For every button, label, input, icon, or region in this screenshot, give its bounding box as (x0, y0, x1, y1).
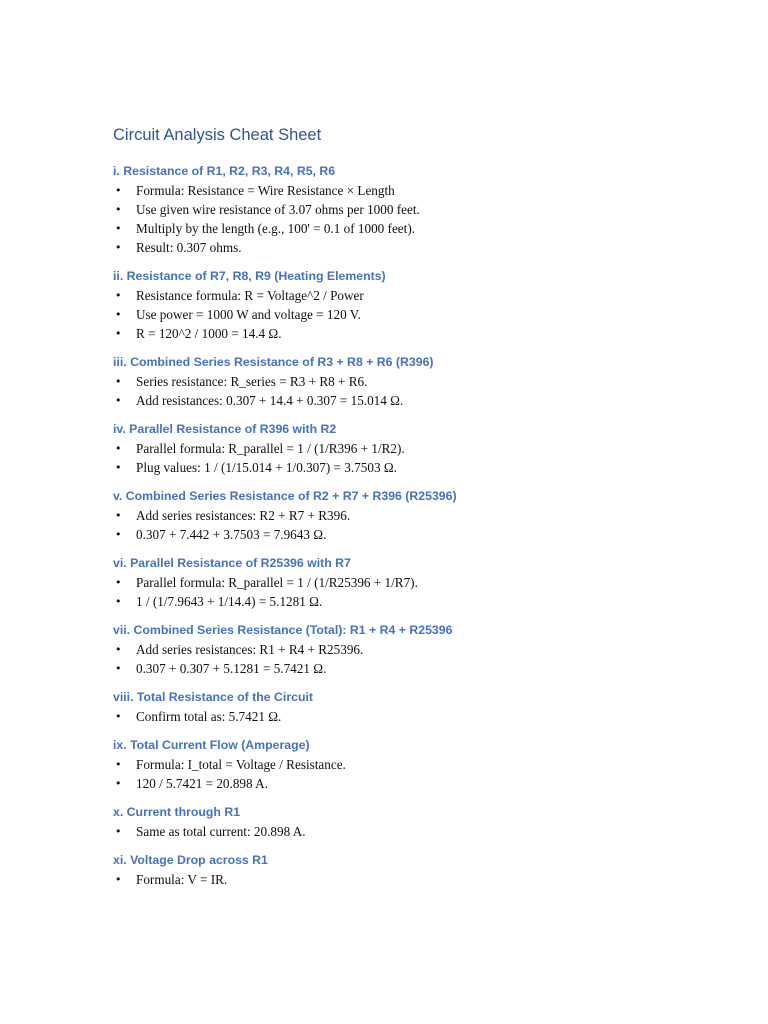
section (113, 851, 713, 889)
section-heading: viii. Total Resistance of the Circuit (113, 690, 313, 704)
list-item-text: Formula: V = IR. (136, 872, 228, 887)
list-item (113, 391, 713, 410)
list-item (113, 822, 713, 841)
section-heading: x. Current through R1 (113, 805, 241, 819)
section-heading: vii. Combined Series Resistance (Total): R1 + R4 + R25396 (113, 623, 453, 637)
section-heading: ix. Total Current Flow (Amperage) (113, 738, 310, 752)
list-item (113, 219, 713, 238)
list-item-text: Add resistances: 0.307 + 14.4 + 0.307 = 15.014 Ω. (136, 393, 404, 408)
list-item-text: Parallel formula: R_parallel = 1 / (1/R25396 + 1/R7). (136, 575, 418, 590)
list-item (113, 755, 713, 774)
bullet-list (113, 640, 713, 678)
section (113, 267, 713, 343)
bullet-icon: • (115, 241, 122, 254)
bullet-list (113, 181, 713, 257)
bullet-icon: • (115, 509, 122, 522)
list-item-text: Use power = 1000 W and voltage = 120 V. (136, 307, 361, 322)
section (113, 554, 713, 611)
document-page (113, 124, 713, 899)
list-item (113, 506, 713, 525)
list-item (113, 640, 713, 659)
list-item (113, 324, 713, 343)
section (113, 688, 713, 726)
bullet-icon: • (115, 308, 122, 321)
list-item-text: Add series resistances: R2 + R7 + R396. (136, 508, 351, 523)
list-item (113, 707, 713, 726)
list-item (113, 286, 713, 305)
bullet-icon: • (115, 184, 122, 197)
list-item-text: Multiply by the length (e.g., 100' = 0.1 of 1000 feet). (136, 221, 416, 236)
section (113, 621, 713, 678)
list-item-text: Plug values: 1 / (1/15.014 + 1/0.307) = 3.7503 Ω. (136, 460, 397, 475)
section (113, 420, 713, 477)
list-item-text: Series resistance: R_series = R3 + R8 + R6. (136, 374, 368, 389)
bullet-icon: • (115, 289, 122, 302)
page-title: Circuit Analysis Cheat Sheet (113, 126, 322, 144)
bullet-icon: • (115, 758, 122, 771)
bullet-icon: • (115, 873, 122, 886)
list-item-text: 1 / (1/7.9643 + 1/14.4) = 5.1281 Ω. (136, 594, 323, 609)
section-heading: iv. Parallel Resistance of R396 with R2 (113, 422, 337, 436)
bullet-list (113, 707, 713, 726)
list-item-text: Result: 0.307 ohms. (136, 240, 242, 255)
bullet-list (113, 372, 713, 410)
bullet-icon: • (115, 203, 122, 216)
bullet-list (113, 755, 713, 793)
list-item-text: Confirm total as: 5.7421 Ω. (136, 709, 282, 724)
list-item (113, 525, 713, 544)
bullet-icon: • (115, 777, 122, 790)
list-item-text: R = 120^2 / 1000 = 14.4 Ω. (136, 326, 282, 341)
bullet-list (113, 506, 713, 544)
section (113, 162, 713, 257)
bullet-icon: • (115, 375, 122, 388)
sections-container (113, 162, 713, 889)
section (113, 736, 713, 793)
list-item (113, 439, 713, 458)
list-item (113, 238, 713, 257)
list-item (113, 181, 713, 200)
list-item-text: Resistance formula: R = Voltage^2 / Power (136, 288, 364, 303)
list-item-text: 0.307 + 7.442 + 3.7503 = 7.9643 Ω. (136, 527, 327, 542)
bullet-icon: • (115, 528, 122, 541)
section-heading: vi. Parallel Resistance of R25396 with R7 (113, 556, 351, 570)
list-item-text: 120 / 5.7421 = 20.898 A. (136, 776, 268, 791)
bullet-icon: • (115, 461, 122, 474)
list-item (113, 200, 713, 219)
bullet-icon: • (115, 394, 122, 407)
bullet-icon: • (115, 643, 122, 656)
bullet-icon: • (115, 222, 122, 235)
list-item (113, 458, 713, 477)
list-item-text: Parallel formula: R_parallel = 1 / (1/R396 + 1/R2). (136, 441, 405, 456)
section-heading: xi. Voltage Drop across R1 (113, 853, 268, 867)
bullet-list (113, 286, 713, 343)
list-item (113, 774, 713, 793)
bullet-list (113, 870, 713, 889)
bullet-icon: • (115, 327, 122, 340)
bullet-icon: • (115, 576, 122, 589)
bullet-icon: • (115, 710, 122, 723)
list-item (113, 659, 713, 678)
list-item-text: Formula: I_total = Voltage / Resistance. (136, 757, 346, 772)
bullet-list (113, 573, 713, 611)
bullet-icon: • (115, 442, 122, 455)
section-heading: ii. Resistance of R7, R8, R9 (Heating Elements) (113, 269, 386, 283)
bullet-icon: • (115, 825, 122, 838)
section (113, 487, 713, 544)
section (113, 803, 713, 841)
section (113, 353, 713, 410)
bullet-icon: • (115, 595, 122, 608)
section-heading: v. Combined Series Resistance of R2 + R7 + R396 (R25396) (113, 489, 457, 503)
list-item (113, 870, 713, 889)
list-item (113, 372, 713, 391)
list-item-text: Add series resistances: R1 + R4 + R25396. (136, 642, 364, 657)
list-item-text: 0.307 + 0.307 + 5.1281 = 5.7421 Ω. (136, 661, 327, 676)
list-item-text: Use given wire resistance of 3.07 ohms per 1000 feet. (136, 202, 420, 217)
bullet-list (113, 439, 713, 477)
bullet-list (113, 822, 713, 841)
list-item-text: Same as total current: 20.898 A. (136, 824, 306, 839)
section-heading: iii. Combined Series Resistance of R3 + R8 + R6 (R396) (113, 355, 434, 369)
bullet-icon: • (115, 662, 122, 675)
section-heading: i. Resistance of R1, R2, R3, R4, R5, R6 (113, 164, 336, 178)
list-item (113, 573, 713, 592)
list-item (113, 305, 713, 324)
list-item-text: Formula: Resistance = Wire Resistance × Length (136, 183, 395, 198)
list-item (113, 592, 713, 611)
